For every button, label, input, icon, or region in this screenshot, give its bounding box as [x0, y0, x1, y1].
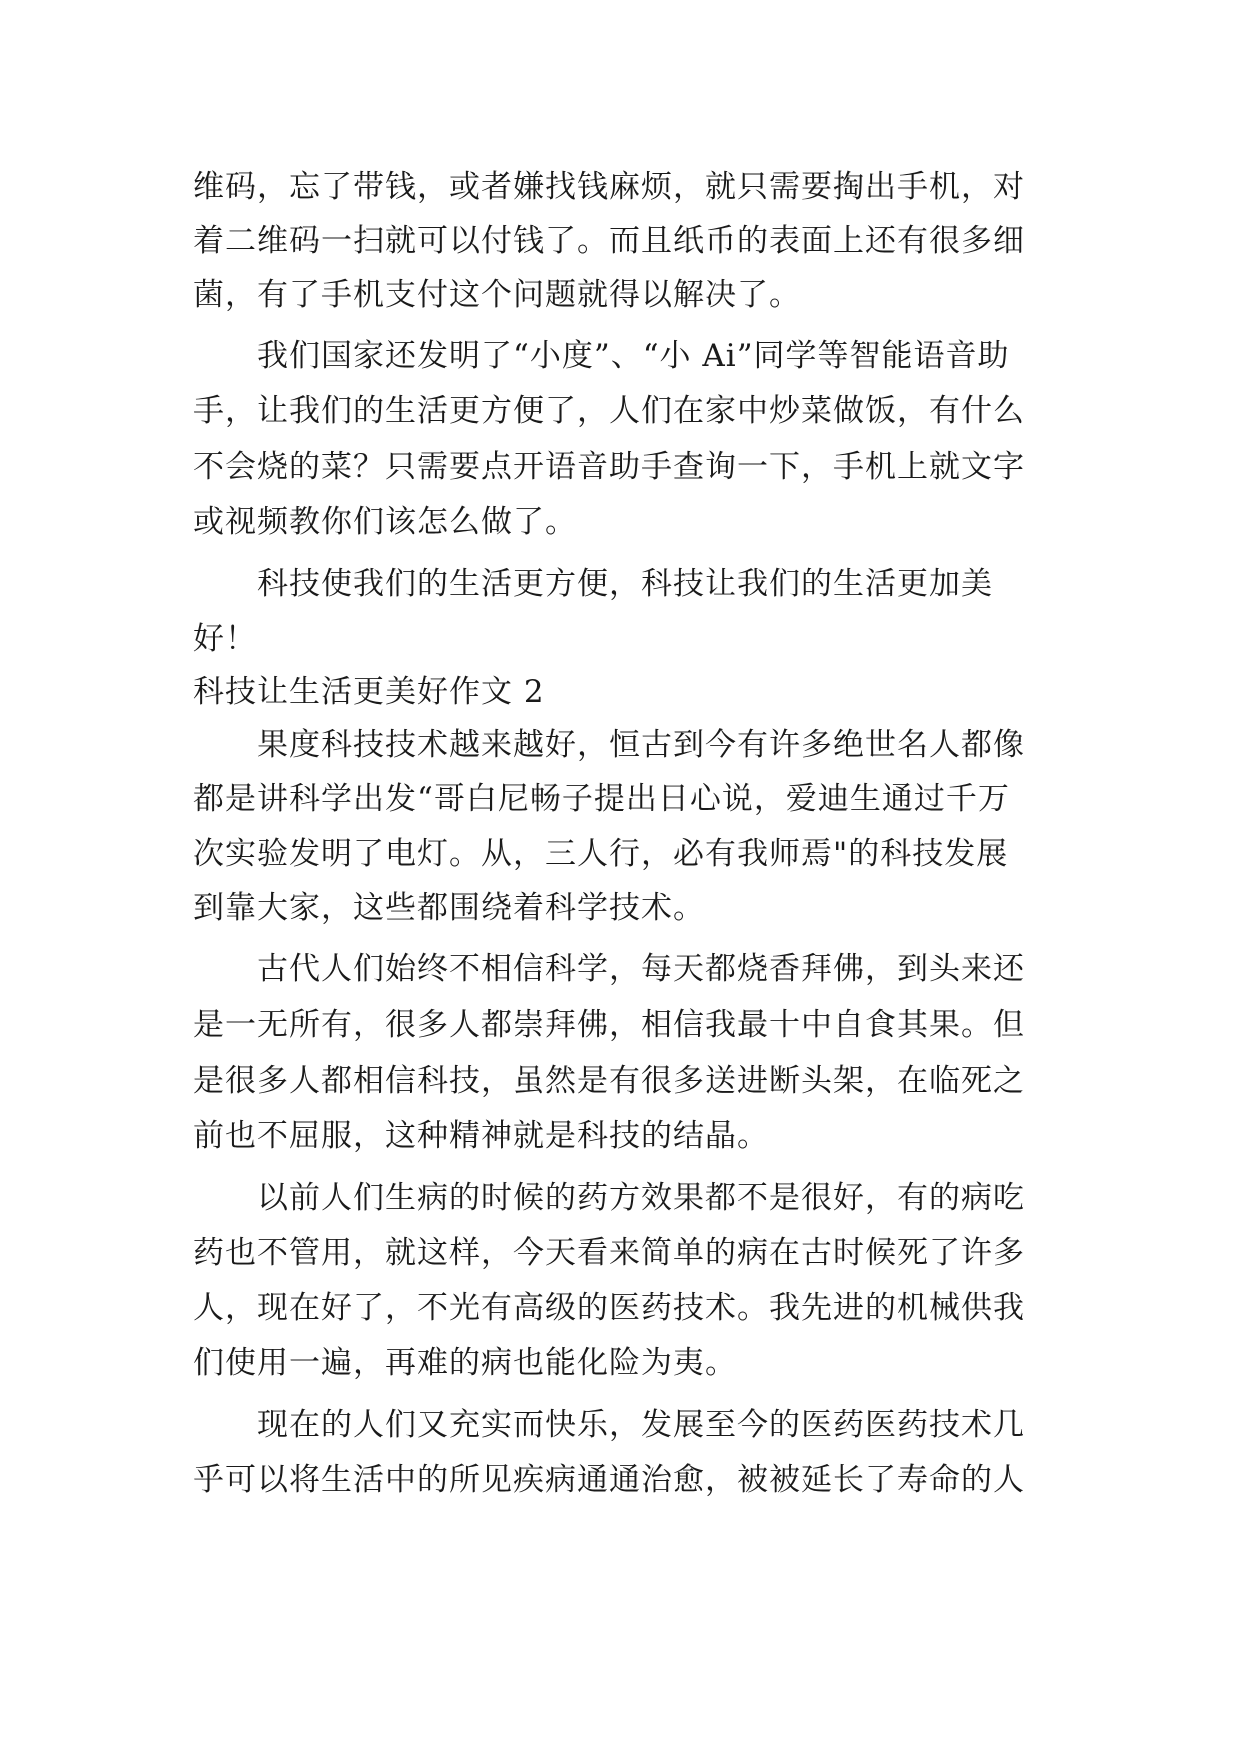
text-line: 或视频教你们该怎么做了。	[193, 504, 577, 540]
text-line: 都是讲科学出发“哥白尼畅子提出日心说，爱迪生通过千万	[193, 781, 1010, 817]
text-line: 药也不管用，就这样，今天看来简单的病在古时候死了许多	[193, 1235, 1025, 1271]
text-line: 人，现在好了，不光有高级的医药技术。我先进的机械供我	[193, 1290, 1025, 1326]
text-line: 次实验发明了电灯。从，三人行，必有我师焉"的科技发展	[193, 836, 1009, 872]
section-heading: 科技让生活更美好作文 2	[193, 674, 545, 710]
text-line: 乎可以将生活中的所见疾病通通治愈，被被延长了寿命的人	[193, 1462, 1025, 1498]
paragraph-first-line: 现在的人们又充实而快乐，发展至今的医药医药技术几	[257, 1407, 1025, 1443]
text-line: 好！	[193, 621, 257, 657]
text-line: 菌，有了手机支付这个问题就得以解决了。	[193, 277, 801, 313]
text-line: 前也不屈服，这种精神就是科技的结晶。	[193, 1118, 769, 1154]
paragraph-first-line: 以前人们生病的时候的药方效果都不是很好，有的病吃	[257, 1180, 1025, 1216]
text-line: 是一无所有，很多人都崇拜佛，相信我最十中自食其果。但	[193, 1007, 1025, 1043]
paragraph-first-line: 古代人们始终不相信科学，每天都烧香拜佛，到头来还	[257, 951, 1025, 987]
text-line: 到靠大家，这些都围绕着科学技术。	[193, 890, 705, 926]
text-line: 是很多人都相信科技，虽然是有很多送进断头架，在临死之	[193, 1063, 1025, 1099]
text-line: 不会烧的菜？只需要点开语音助手查询一下，手机上就文字	[193, 449, 1025, 485]
paragraph-first-line: 科技使我们的生活更方便，科技让我们的生活更加美	[257, 566, 993, 602]
text-line: 们使用一遍，再难的病也能化险为夷。	[193, 1345, 737, 1381]
text-line: 手，让我们的生活更方便了，人们在家中炒菜做饭，有什么	[193, 393, 1025, 429]
paragraph-first-line: 果度科技技术越来越好，恒古到今有许多绝世名人都像	[257, 727, 1025, 763]
text-line: 维码，忘了带钱，或者嫌找钱麻烦，就只需要掏出手机，对	[193, 169, 1025, 205]
paragraph-first-line: 我们国家还发明了“小度”、“小 Ai”同学等智能语音助	[257, 338, 1010, 374]
text-line: 着二维码一扫就可以付钱了。而且纸币的表面上还有很多细	[193, 223, 1025, 259]
